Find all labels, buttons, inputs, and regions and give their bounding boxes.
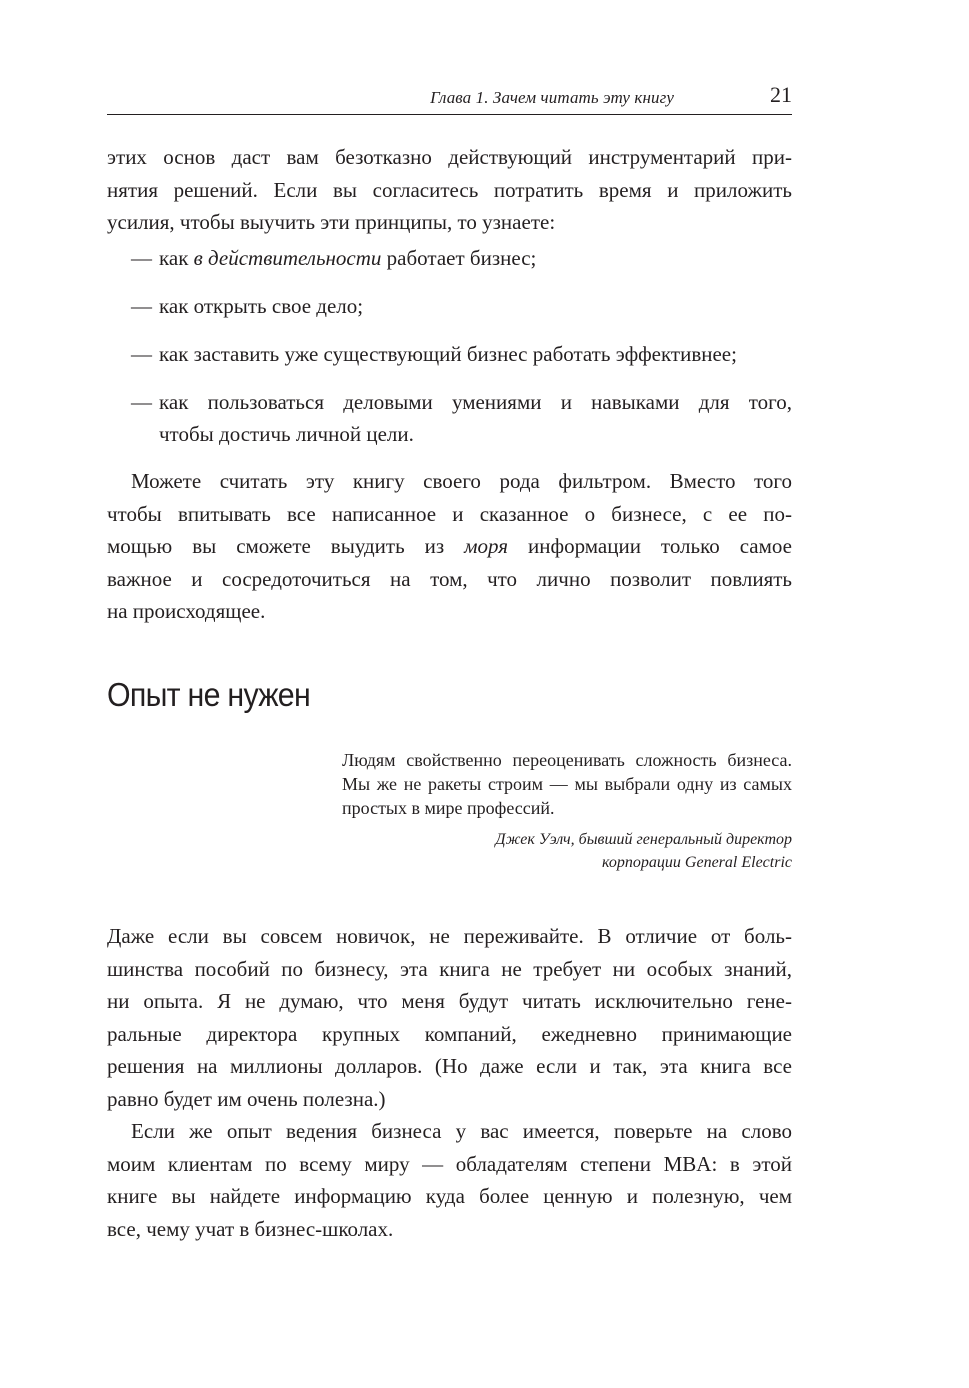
novice-line-4: ральные директора крупных компаний, ежедневно принимающие	[107, 1021, 792, 1046]
bullet-text: работает бизнес;	[381, 246, 537, 270]
filter-line-1: Можете считать эту книгу своего рода фильтром. Вместо того	[131, 469, 792, 493]
intro-line-2: нятия решений. Если вы согласитесь потратить время и приложить	[107, 177, 792, 202]
bullet-emphasis: в действительности	[193, 246, 382, 270]
bullet-dash: —	[131, 294, 152, 318]
bullet-item	[131, 242, 792, 275]
novice-line-3: ни опыта. Я не думаю, что меня будут читать исключительно гене-	[107, 989, 792, 1013]
filter-line-4: важное и сосредоточиться на том, что лично позволит повлиять	[107, 566, 792, 591]
epigraph-line-1: Людям свойственно переоценивать сложность бизнеса.	[342, 750, 792, 770]
epigraph-attribution-1: Джек Уэлч, бывший генеральный директор	[495, 831, 792, 848]
bullet-text: как	[159, 246, 194, 270]
novice-line-5: решения на миллионы долларов. (Но даже если и так, эта книга все	[107, 1054, 792, 1078]
epigraph-attribution-2: корпорации General Electric	[602, 854, 792, 871]
experienced-line-2: моим клиентам по всему миру — обладателям степени MBA: в этой	[107, 1151, 792, 1176]
experienced-line-3: книге вы найдете информацию куда более ценную и полезную, чем	[107, 1184, 792, 1208]
bullet-dash: —	[131, 246, 152, 270]
page-number: 21	[770, 82, 792, 107]
experienced-line-4: все, чему учат в бизнес-школах.	[107, 1216, 394, 1241]
filter-line-3	[107, 530, 792, 563]
filter-line-5: на происходящее.	[107, 599, 266, 623]
epigraph-line-3: простых в мире профессий.	[342, 798, 555, 818]
bullet-item	[131, 290, 792, 323]
intro-line-3: усилия, чтобы выучить эти принципы, то узнаете:	[107, 210, 556, 234]
intro-line-1: этих основ даст вам безотказно действующий инструментарий при-	[107, 145, 792, 169]
experienced-line-1: Если же опыт ведения бизнеса у вас имеется, поверьте на слово	[131, 1119, 792, 1143]
bullet-text: как пользоваться деловыми умениями и навыками для того,	[159, 390, 792, 414]
novice-line-1: Даже если вы совсем новичок, не переживайте. В отличие от боль-	[107, 924, 792, 948]
bullet-text: как открыть свое дело;	[159, 294, 364, 318]
bullet-text: как заставить уже существующий бизнес работать эффективнее;	[159, 342, 737, 366]
bullet-item	[131, 338, 792, 371]
running-title: Глава 1. Зачем читать эту книгу	[430, 88, 674, 107]
filter-text: информации только самое	[508, 534, 792, 558]
epigraph-line-2: Мы же не ракеты строим — мы выбрали одну из самых	[342, 774, 792, 794]
section-title: Опыт не нужен	[107, 676, 310, 713]
novice-line-2: шинства пособий по бизнесу, эта книга не требует ни особых знаний,	[107, 956, 792, 981]
bullet-dash: —	[131, 342, 152, 366]
filter-line-2: чтобы впитывать все написанное и сказанное о бизнесе, с ее по-	[107, 501, 792, 526]
bullet-item	[131, 386, 792, 419]
running-header	[107, 82, 792, 115]
filter-text: мощью вы сможете выудить из	[107, 534, 465, 558]
novice-line-6: равно будет им очень полезна.)	[107, 1086, 386, 1111]
bullet-continuation: чтобы достичь личной цели.	[159, 422, 414, 446]
bullet-dash: —	[131, 390, 152, 414]
filter-emphasis: моря	[464, 534, 509, 558]
